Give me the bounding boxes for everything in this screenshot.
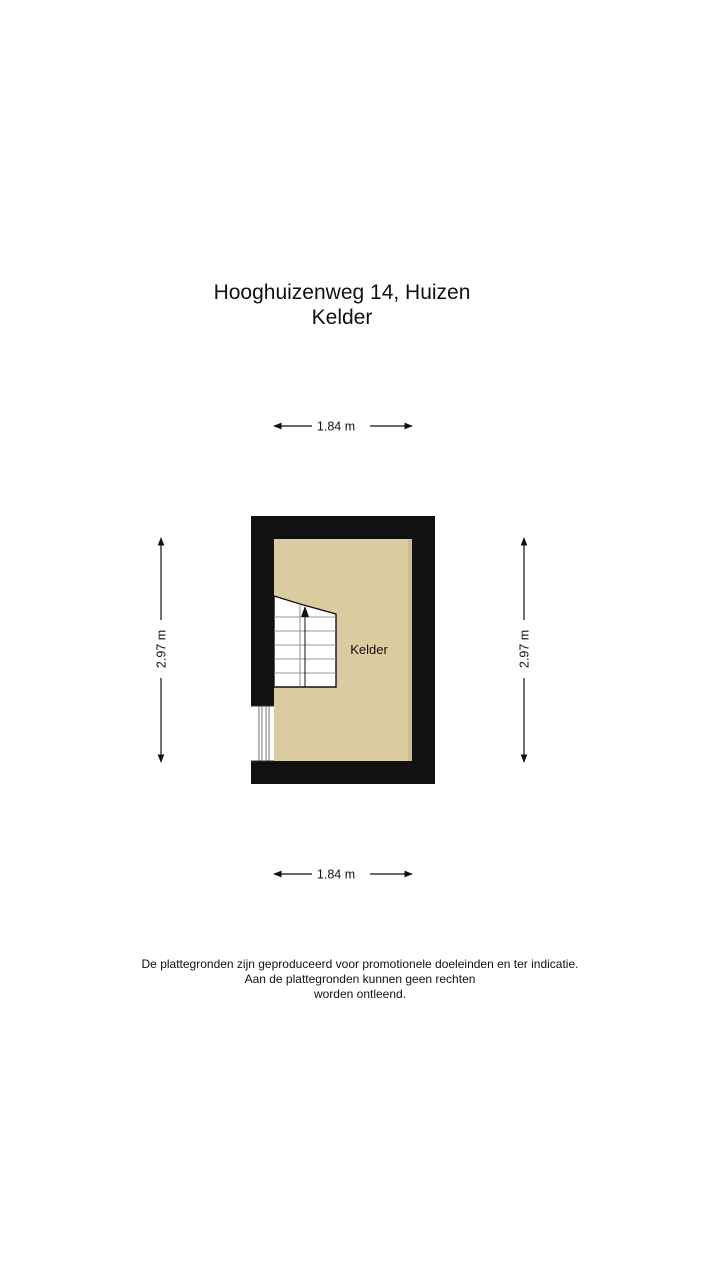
dimension-right [518, 538, 532, 762]
room-label-kelder: Kelder [350, 642, 388, 657]
disclaimer-line-2: Aan de plattegronden kunnen geen rechten [244, 972, 476, 986]
dimension-top [274, 420, 412, 434]
disclaimer-line-1: De plattegronden zijn geproduceerd voor promotionele doeleinden en ter indicatie. [141, 957, 579, 971]
window-opening [251, 706, 274, 761]
floor-shadow-right [408, 539, 412, 761]
dimension-label-bottom: 1.84 m [316, 867, 356, 882]
dimension-bottom [274, 868, 412, 882]
dimension-label-left: 2.97 m [154, 629, 169, 669]
plan-title-address: Hooghuizenweg 14, Huizen [213, 281, 471, 304]
disclaimer [0, 957, 720, 1002]
plan-title-floor: Kelder [311, 306, 373, 329]
dimension-label-top: 1.84 m [316, 419, 356, 434]
dimension-left [155, 538, 169, 762]
disclaimer-line-3: worden ontleend. [313, 987, 407, 1001]
dimension-label-right: 2.97 m [517, 629, 532, 669]
